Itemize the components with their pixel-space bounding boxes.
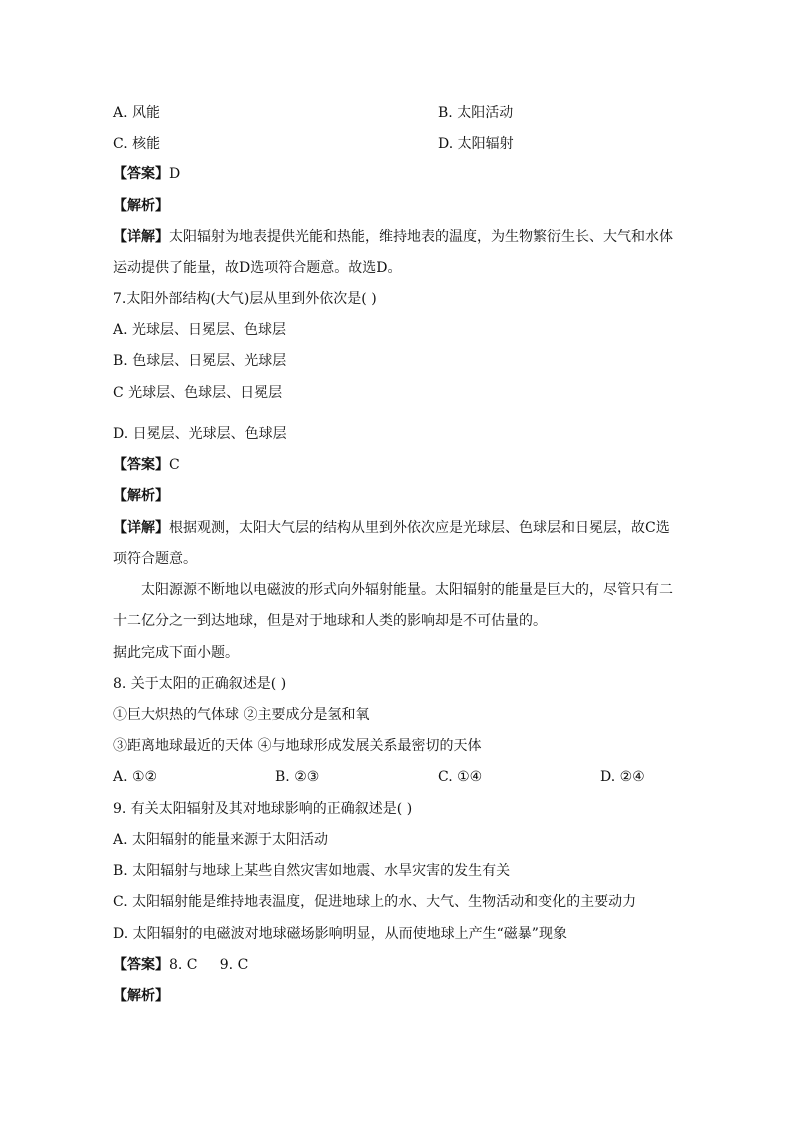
final-analysis-label: 【解析】 [113, 988, 169, 1004]
q6-option-a: A. 风能 [113, 105, 161, 121]
detail-text: 根据观测，太阳大气层的结构从里到外依次应是光球层、色球层和日冕层，故C选 [169, 520, 670, 536]
q7-stem: 7.太阳外部结构(大气)层从里到外依次是( ) [113, 291, 377, 307]
answer-label: 【答案】 [113, 166, 169, 182]
answer-value: D [169, 166, 181, 182]
q9-stem: 9. 有关太阳辐射及其对地球影响的正确叙述是( ) [113, 801, 413, 817]
answer-label: 【答案】 [113, 957, 169, 973]
detail-text: 太阳辐射为地表提供光能和热能，维持地表的温度，为生物繁衍生长、大气和水体 [169, 229, 673, 245]
answer-value: C [169, 457, 180, 473]
q8-statement1: ①巨大炽热的气体球 ②主要成分是氢和氧 [113, 707, 370, 723]
answer-label: 【答案】 [113, 457, 169, 473]
q6-analysis-label: 【解析】 [113, 198, 169, 214]
q8-statement2: ③距离地球最近的天体 ④与地球形成发展关系最密切的天体 [113, 738, 482, 754]
detail-label: 【详解】 [113, 520, 169, 536]
q7-option-d: D. 日冕层、光球层、色球层 [113, 426, 287, 442]
q9-option-b: B. 太阳辐射与地球上某些自然灾害如地震、水旱灾害的发生有关 [113, 863, 511, 879]
q7-detail-line1 [113, 518, 670, 538]
answer-value: 8. C 9. C [169, 957, 249, 973]
q7-detail-line2: 项符合题意。 [113, 551, 197, 567]
q8-option-a: A. ①② [113, 769, 158, 785]
q6-detail-line2: 运动提供了能量，故D选项符合题意。故选D。 [113, 260, 402, 276]
q6-option-d: D. 太阳辐射 [438, 136, 514, 152]
q8-option-b: B. ②③ [275, 769, 320, 785]
q7-answer [113, 455, 180, 475]
passage-line2: 十二亿分之一到达地球，但是对于地球和人类的影响却是不可估量的。 [113, 613, 547, 629]
q9-option-c: C. 太阳辐射能是维持地表温度，促进地球上的水、大气、生物活动和变化的主要动力 [113, 894, 637, 910]
q9-option-a: A. 太阳辐射的能量来源于太阳活动 [113, 832, 329, 848]
q8-option-c: C. ①④ [438, 769, 483, 785]
q7-option-b: B. 色球层、日冕层、光球层 [113, 353, 287, 369]
final-answer [113, 955, 248, 975]
q6-answer [113, 164, 180, 184]
q6-option-b: B. 太阳活动 [438, 105, 514, 121]
q9-option-d: D. 太阳辐射的电磁波对地球磁场影响明显，从而使地球上产生“磁暴”现象 [113, 926, 567, 942]
passage-line3: 据此完成下面小题。 [113, 645, 239, 661]
q7-option-c: C 光球层、色球层、日冕层 [113, 385, 283, 401]
q7-option-a: A. 光球层、日冕层、色球层 [113, 322, 287, 338]
q6-detail-line1 [113, 227, 673, 247]
passage-line1: 太阳源源不断地以电磁波的形式向外辐射能量。太阳辐射的能量是巨大的，尽管只有二 [141, 582, 673, 598]
q7-analysis-label: 【解析】 [113, 488, 169, 504]
q8-stem: 8. 关于太阳的正确叙述是( ) [113, 676, 287, 692]
q6-option-c: C. 核能 [113, 136, 161, 152]
q8-option-d: D. ②④ [600, 769, 645, 785]
detail-label: 【详解】 [113, 229, 169, 245]
